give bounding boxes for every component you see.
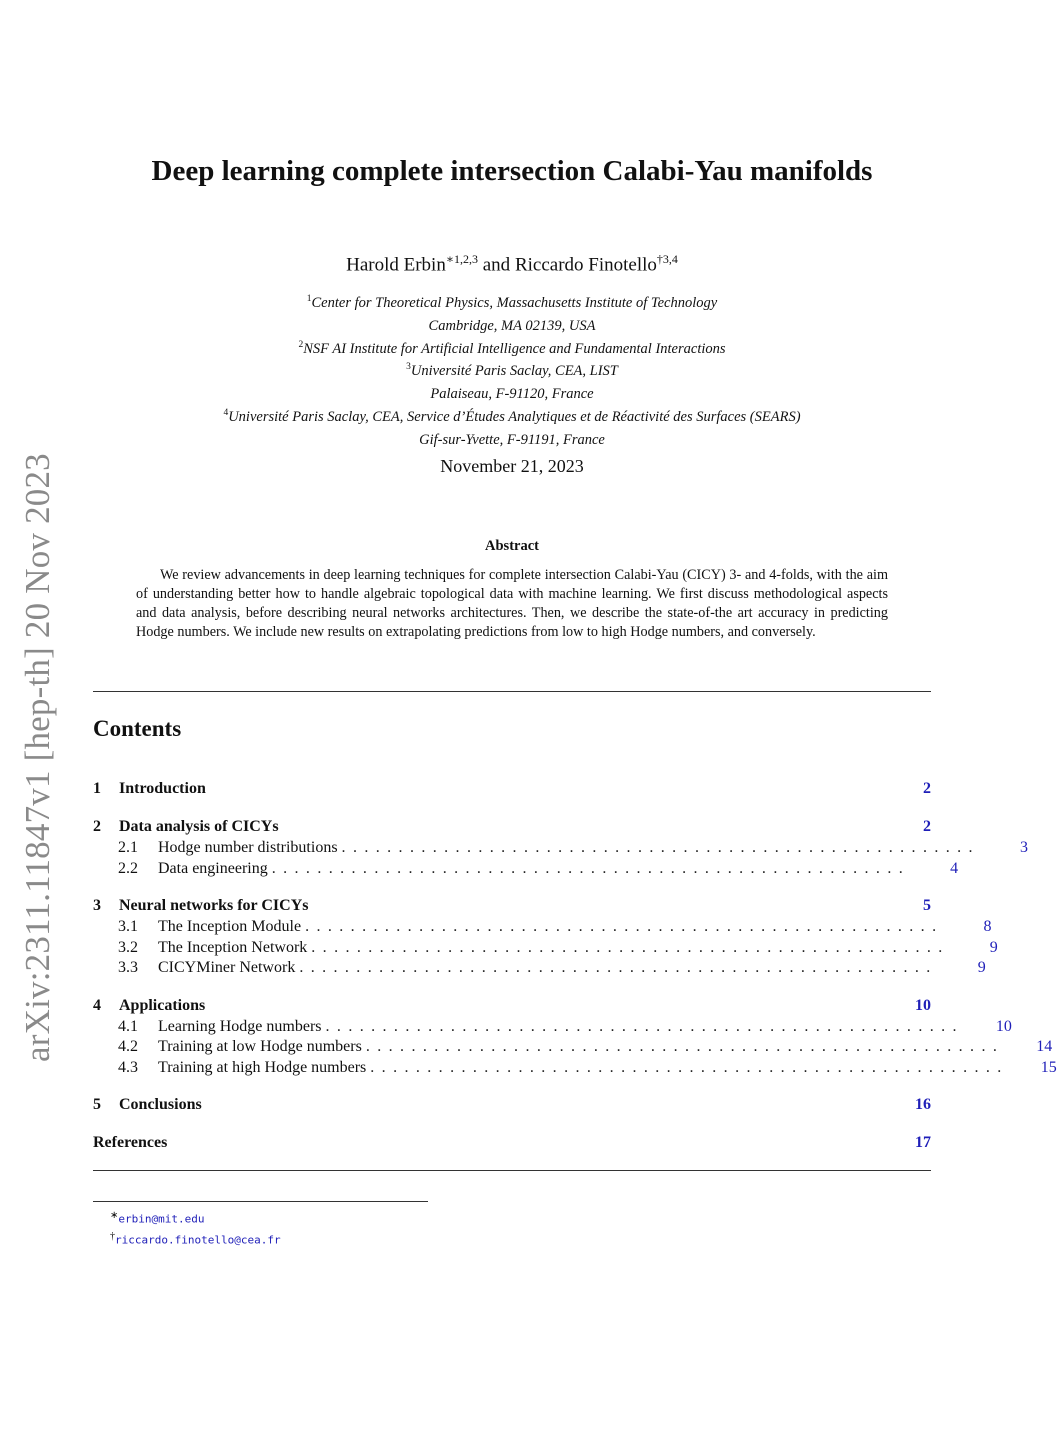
toc-subsection-number: 4.1 xyxy=(118,1017,138,1035)
author-line xyxy=(150,252,874,276)
toc-section-title: Introduction xyxy=(119,780,206,797)
toc-leader-dots: ........................................................ xyxy=(311,938,950,956)
toc-page-link[interactable]: 2 xyxy=(923,818,931,835)
abstract-text: We review advancements in deep learning techniques for complete intersection Calabi-Yau (CICY) 3- and 4-folds, with the aim of understanding better how to handle algebraic topological data with machine learning. We first discuss methodological aspects and data analysis, before describing neural networks architectures. Then, we describe the state-of-the art accuracy in predicting Hodge numbers. We include new results on extrapolating predictions from low to high Hodge numbers, and conversely. xyxy=(136,567,888,640)
toc-subsection-number: 3.1 xyxy=(118,918,138,935)
toc-section-title: References xyxy=(93,1134,168,1151)
toc-page-link[interactable]: 10 xyxy=(915,996,931,1014)
toc-section-entry[interactable] xyxy=(93,997,931,1018)
toc-section-entry[interactable] xyxy=(93,897,931,918)
toc-leader-dots: ........................................................ xyxy=(299,959,938,976)
toc-subsection-number: 4.3 xyxy=(118,1058,138,1076)
toc-subsection-number: 2.1 xyxy=(118,839,138,856)
toc-page-link[interactable]: 10 xyxy=(995,1017,1012,1035)
toc-subsection-entry[interactable] xyxy=(93,1038,1053,1059)
toc-section-number: 1 xyxy=(93,780,101,797)
toc-subsection-entry[interactable] xyxy=(93,938,998,960)
toc-section-entry[interactable] xyxy=(93,780,931,801)
toc-page-link[interactable]: 14 xyxy=(1036,1038,1053,1055)
toc-page-link[interactable]: 5 xyxy=(923,897,931,914)
email-link[interactable]: erbin@mit.edu xyxy=(118,1212,205,1226)
toc-section-number: 2 xyxy=(93,818,101,835)
author-joiner: and xyxy=(482,254,511,276)
footnote: †riccardo.finotello@cea.fr xyxy=(110,1230,281,1247)
affiliation-line: Gif-sur-Yvette, F-91191, France xyxy=(419,431,605,448)
toc-section-number: 5 xyxy=(93,1096,101,1113)
toc-subsection-title: The Inception Network xyxy=(158,938,308,956)
email-link[interactable]: riccardo.finotello@cea.fr xyxy=(115,1233,281,1247)
toc-section-number: 4 xyxy=(93,996,101,1014)
toc-subsection-number: 3.2 xyxy=(118,938,138,956)
toc-leader-dots: ........................................................ xyxy=(365,1038,1005,1055)
toc-page-link[interactable]: 2 xyxy=(923,780,931,797)
toc-subsection-entry[interactable] xyxy=(93,1058,1057,1080)
toc-section-title: Data analysis of CICYs xyxy=(119,818,279,835)
author-affiliation-marks: †3,4 xyxy=(656,252,678,266)
toc-subsection-number: 2.2 xyxy=(118,859,138,877)
toc-subsection-entry[interactable] xyxy=(93,1017,1012,1039)
author-affiliation-marks: ∗1,2,3 xyxy=(445,252,478,266)
toc-page-link[interactable]: 16 xyxy=(915,1096,931,1113)
toc-subsection-title: Data engineering xyxy=(158,859,268,877)
paper-date: November 21, 2023 xyxy=(440,456,584,476)
toc-section-title: Neural networks for CICYs xyxy=(119,897,309,914)
toc-page-link[interactable]: 4 xyxy=(950,859,959,877)
footnote: ∗erbin@mit.edu xyxy=(110,1210,205,1226)
paper-title: Deep learning complete intersection Calabi-Yau manifolds xyxy=(151,155,873,187)
toc-section-title: Applications xyxy=(119,996,206,1014)
toc-leader-dots: ........................................................ xyxy=(271,859,911,877)
table-of-contents xyxy=(93,780,1057,1155)
footnote-rule xyxy=(93,1201,428,1202)
divider-bottom xyxy=(93,1170,931,1171)
toc-subsection-title: Training at high Hodge numbers xyxy=(158,1058,367,1076)
affiliations xyxy=(100,290,924,450)
toc-leader-dots: ........................................................ xyxy=(325,1017,964,1035)
abstract-heading: Abstract xyxy=(485,538,539,554)
toc-subsection-entry[interactable] xyxy=(93,839,1028,860)
toc-subsection-title: The Inception Module xyxy=(158,918,302,935)
divider-top xyxy=(93,691,931,692)
toc-section-title: Conclusions xyxy=(119,1096,202,1113)
toc-section-entry[interactable] xyxy=(93,1134,931,1155)
affiliation-line: Cambridge, MA 02139, USA xyxy=(428,317,596,334)
contents-heading: Contents xyxy=(93,716,182,741)
toc-subsection-title: CICYMiner Network xyxy=(158,959,296,976)
affiliation-line: $^2$NSF AI Institute for Artificial Intelligence and Fundamental Interactions xyxy=(298,339,726,357)
toc-subsection-entry[interactable] xyxy=(93,959,986,980)
toc-page-link[interactable]: 17 xyxy=(915,1134,931,1151)
toc-subsection-entry[interactable] xyxy=(93,859,959,881)
toc-page-link[interactable]: 3 xyxy=(1019,839,1028,856)
affiliation-line: $^1$Center for Theoretical Physics, Massachusetts Institute of Technology xyxy=(306,294,718,311)
arxiv-identifier-stamp: arXiv:2311.11847v1 [hep-th] 20 Nov 2023 xyxy=(18,453,57,1062)
toc-section-entry[interactable] xyxy=(93,818,931,839)
author-name: Riccardo Finotello xyxy=(514,254,657,276)
toc-page-link[interactable]: 8 xyxy=(983,918,992,935)
toc-section-entry[interactable] xyxy=(93,1096,931,1117)
toc-page-link[interactable]: 15 xyxy=(1040,1058,1057,1076)
toc-page-link[interactable]: 9 xyxy=(977,959,986,976)
footnotes xyxy=(110,1207,281,1248)
toc-subsection-number: 4.2 xyxy=(118,1038,138,1055)
toc-section-number: 3 xyxy=(93,897,101,914)
toc-subsection-entry[interactable] xyxy=(93,918,992,939)
affiliation-line: $^3$Université Paris Saclay, CEA, LIST xyxy=(406,362,618,380)
toc-subsection-number: 3.3 xyxy=(118,959,138,976)
author-name: Harold Erbin xyxy=(346,254,446,276)
affiliation-line: Palaiseau, F-91120, France xyxy=(430,386,594,403)
toc-subsection-title: Hodge number distributions xyxy=(158,839,338,856)
toc-leader-dots: ........................................................ xyxy=(370,1058,1009,1076)
affiliation-line: $^4$Université Paris Saclay, CEA, Service d’Études Analytiques et de Réactivité des Surfaces (SEARS) xyxy=(223,408,801,425)
toc-leader-dots: ........................................................ xyxy=(341,839,980,856)
toc-subsection-title: Learning Hodge numbers xyxy=(158,1017,322,1035)
toc-page-link[interactable]: 9 xyxy=(989,938,998,956)
toc-subsection-title: Training at low Hodge numbers xyxy=(158,1038,362,1055)
toc-leader-dots: ........................................................ xyxy=(305,918,944,935)
